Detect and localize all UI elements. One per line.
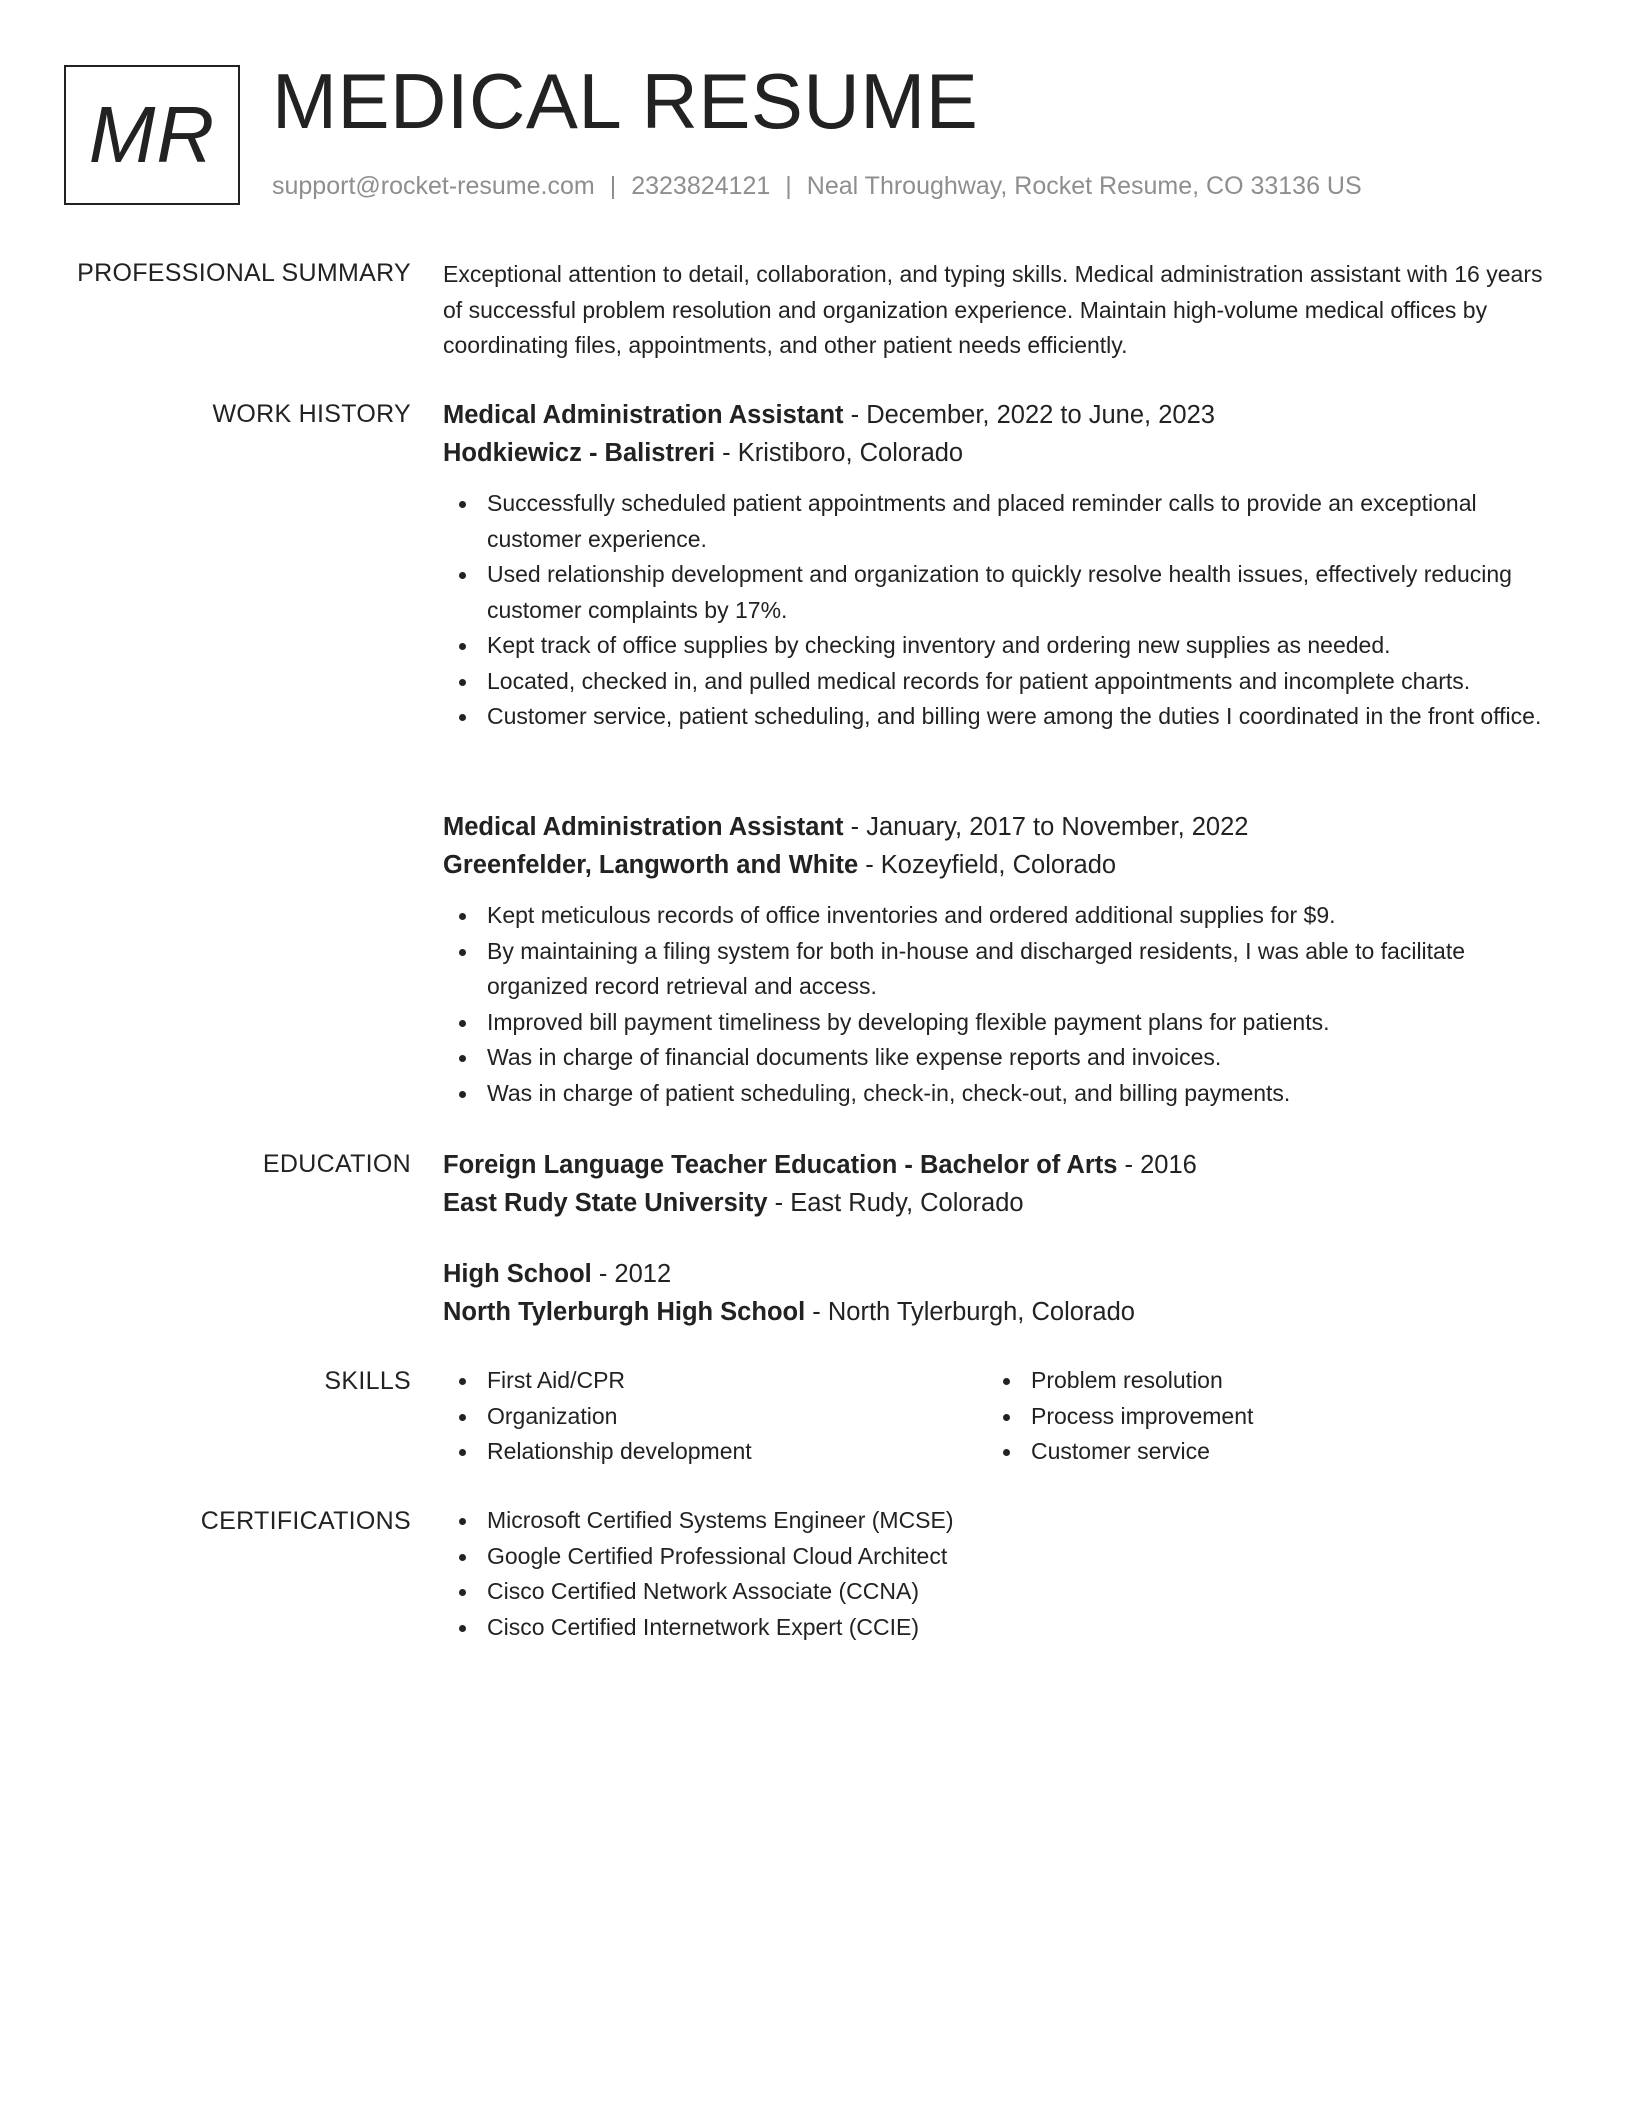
school-name: East Rudy State University — [443, 1189, 768, 1217]
employer-location: - Kristiboro, Colorado — [715, 439, 964, 467]
education-entry — [443, 1255, 1563, 1331]
list-item: Successfully scheduled patient appointments and placed reminder calls to provide an exceptional customer experience. — [443, 486, 1563, 557]
summary-text: Exceptional attention to detail, collaboration, and typing skills. Medical administration assistant with 16 years of successful problem resolution and organization experience. Maintain high-volume medical offices by coordinating files, appointments, and other patient needs efficiently. — [443, 261, 1543, 358]
list-item: Kept track of office supplies by checking inventory and ordering new supplies as needed. — [443, 628, 1563, 664]
list-item: Customer service, patient scheduling, and billing were among the duties I coordinated in the front office. — [443, 699, 1563, 735]
education-entry — [443, 1146, 1563, 1222]
job-duties-list — [443, 486, 1563, 735]
school-line — [443, 1293, 1563, 1331]
school-location: - North Tylerburgh, Colorado — [805, 1298, 1135, 1326]
school-line — [443, 1184, 1563, 1222]
job-duties-list — [443, 898, 1563, 1111]
list-item: Problem resolution — [987, 1363, 1531, 1399]
page-title: MEDICAL RESUME — [272, 57, 979, 145]
employer-location: - Kozeyfield, Colorado — [858, 851, 1117, 879]
contact-line — [272, 172, 1362, 201]
list-item: Used relationship development and organization to quickly resolve health issues, effectively reducing customer complaints by 17%. — [443, 557, 1563, 628]
degree-name: High School — [443, 1260, 592, 1288]
job-dates: - January, 2017 to November, 2022 — [843, 813, 1249, 841]
list-item: Microsoft Certified Systems Engineer (MCSE) — [443, 1503, 1563, 1539]
section-label-summary: PROFESSIONAL SUMMARY — [77, 259, 411, 287]
list-item: Cisco Certified Network Associate (CCNA) — [443, 1574, 1563, 1610]
degree-line — [443, 1255, 1563, 1293]
list-item: Located, checked in, and pulled medical records for patient appointments and incomplete charts. — [443, 664, 1563, 700]
section-label-work-history: WORK HISTORY — [212, 400, 411, 428]
contact-email: support@rocket-resume.com — [272, 172, 595, 200]
list-item: First Aid/CPR — [443, 1363, 987, 1399]
certifications-body — [443, 1503, 1563, 1645]
employer-name: Greenfelder, Langworth and White — [443, 851, 859, 879]
certifications-list — [443, 1503, 1563, 1645]
job-dates: - December, 2022 to June, 2023 — [843, 401, 1215, 429]
contact-separator: | — [609, 172, 617, 200]
section-label-education: EDUCATION — [262, 1150, 411, 1178]
degree-line — [443, 1146, 1563, 1184]
skills-list — [443, 1363, 987, 1470]
skills-grid — [443, 1363, 1563, 1470]
monogram: MR — [64, 65, 240, 205]
skills-column-right — [987, 1363, 1531, 1470]
list-item: Customer service — [987, 1434, 1531, 1470]
list-item: Was in charge of financial documents like expense reports and invoices. — [443, 1040, 1563, 1076]
school-name: North Tylerburgh High School — [443, 1298, 806, 1326]
degree-year: - 2012 — [591, 1260, 672, 1288]
contact-separator: | — [785, 172, 792, 200]
list-item: Process improvement — [987, 1399, 1531, 1435]
degree-name: Foreign Language Teacher Education - Bachelor of Arts — [443, 1151, 1118, 1179]
job-title: Medical Administration Assistant — [443, 813, 844, 841]
job-title: Medical Administration Assistant — [443, 401, 844, 429]
employer-line — [443, 434, 1563, 472]
list-item: Improved bill payment timeliness by developing flexible payment plans for patients. — [443, 1005, 1563, 1041]
job-title-line — [443, 396, 1563, 434]
school-location: - East Rudy, Colorado — [767, 1189, 1024, 1217]
skills-list — [987, 1363, 1531, 1470]
job-entry — [443, 808, 1563, 1111]
list-item: Relationship development — [443, 1434, 987, 1470]
list-item: Google Certified Professional Cloud Architect — [443, 1539, 1563, 1575]
list-item: Organization — [443, 1399, 987, 1435]
employer-name: Hodkiewicz - Balistreri — [443, 439, 716, 467]
skills-body — [443, 1363, 1563, 1470]
contact-phone: 2323824121 — [631, 172, 771, 200]
section-label-certifications: CERTIFICATIONS — [200, 1507, 411, 1535]
skills-column-left — [443, 1363, 987, 1470]
job-entry — [443, 396, 1563, 735]
job-title-line — [443, 808, 1563, 846]
list-item: Kept meticulous records of office inventories and ordered additional supplies for $9. — [443, 898, 1563, 934]
section-label-skills: SKILLS — [324, 1367, 411, 1395]
contact-address: Neal Throughway, Rocket Resume, CO 33136 US — [806, 172, 1362, 200]
summary-body — [443, 257, 1563, 364]
degree-year: - 2016 — [1117, 1151, 1197, 1179]
list-item: Was in charge of patient scheduling, check-in, check-out, and billing payments. — [443, 1076, 1563, 1112]
list-item: By maintaining a filing system for both in-house and discharged residents, I was able to facilitate organized record retrieval and access. — [443, 934, 1563, 1005]
list-item: Cisco Certified Internetwork Expert (CCIE) — [443, 1610, 1563, 1646]
employer-line — [443, 846, 1563, 884]
